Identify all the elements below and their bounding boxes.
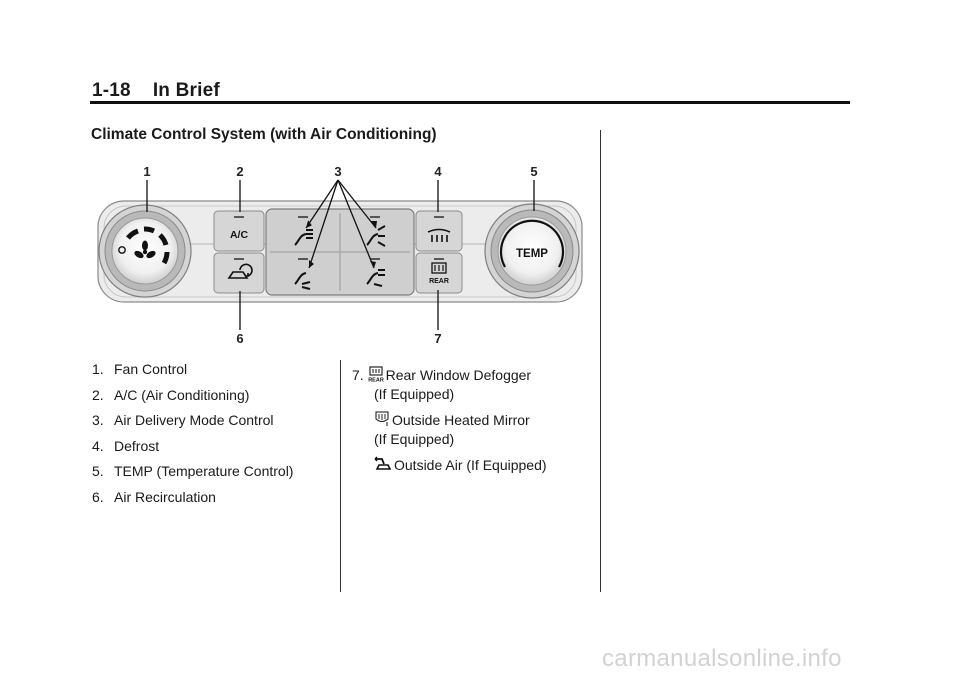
item-number: 2. — [92, 386, 104, 403]
figure-title: Climate Control System (with Air Conditioning) — [91, 126, 437, 143]
callout-4: 4 — [434, 164, 442, 179]
fan-control-knob — [99, 205, 191, 297]
air-delivery-mode-buttons — [266, 209, 414, 295]
item-text-cont: (If Equipped) — [374, 430, 455, 447]
item-text: Air Recirculation — [114, 488, 216, 505]
section-title: In Brief — [152, 80, 220, 101]
rear-defog-button — [416, 253, 462, 293]
column-divider-center — [340, 360, 341, 592]
list-item — [92, 412, 293, 428]
callout-6: 6 — [236, 331, 244, 346]
item-text: Outside Heated Mirror — [392, 412, 530, 428]
item-number: 7. — [352, 367, 364, 383]
item-number: 6. — [92, 488, 104, 505]
recirculation-button — [214, 253, 264, 293]
callout-5: 5 — [530, 164, 538, 179]
defrost-button — [416, 211, 462, 251]
header-rule — [90, 101, 850, 104]
list-item — [92, 387, 293, 403]
item-number: 1. — [92, 361, 104, 377]
callout-2: 2 — [236, 164, 244, 179]
legend-list — [92, 361, 293, 515]
list-item — [92, 361, 293, 377]
item-text: Outside Air (If Equipped) — [394, 457, 547, 473]
legend-list-right — [352, 366, 547, 476]
list-item-7 — [352, 366, 547, 386]
item-text: Fan Control — [114, 361, 188, 377]
item-number: 3. — [92, 412, 104, 429]
page-number: 1-18 — [92, 80, 131, 101]
rear-icon-label: REAR — [367, 377, 384, 382]
item-number: 5. — [92, 463, 104, 480]
item-text: A/C (Air Conditioning) — [114, 386, 250, 403]
callout-7: 7 — [434, 331, 442, 346]
ac-button — [214, 211, 264, 251]
item-text: Air Delivery Mode Control — [114, 412, 274, 429]
ac-button-label: A/C — [229, 229, 249, 241]
page-header — [92, 80, 220, 102]
item-number: 4. — [92, 437, 104, 454]
list-item — [92, 463, 293, 479]
watermark: carmanualsonline.info — [602, 645, 842, 672]
list-item — [92, 489, 293, 505]
climate-control-illustration — [92, 152, 592, 352]
list-item — [92, 438, 293, 454]
outside-air-icon — [374, 456, 392, 476]
item-text: Defrost — [114, 437, 160, 454]
rear-defogger-icon — [368, 366, 384, 386]
mirror-item — [352, 411, 547, 431]
callout-3: 3 — [334, 164, 342, 179]
callout-1: 1 — [143, 164, 151, 179]
heated-mirror-icon — [374, 411, 390, 431]
item-text-cont: (If Equipped) — [374, 385, 455, 402]
temp-control-knob — [485, 204, 579, 298]
outside-air-item — [352, 456, 547, 476]
item-text: TEMP (Temperature Control) — [114, 463, 294, 480]
item-text: Rear Window Defogger — [385, 367, 532, 383]
temp-knob-label: TEMP — [516, 248, 548, 260]
column-divider-right — [600, 130, 601, 592]
rear-button-label: REAR — [429, 278, 449, 285]
